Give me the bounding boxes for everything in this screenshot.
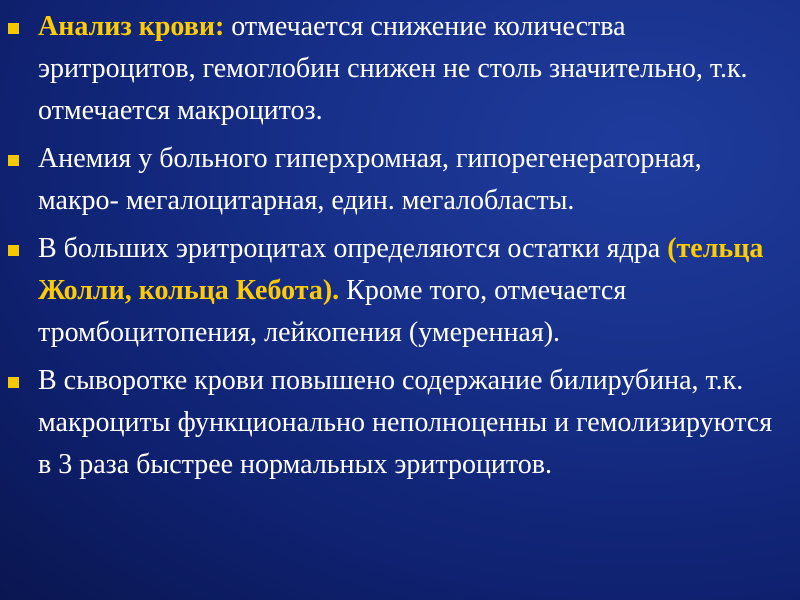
bullet-text: В больших эритроцитах определяются остатки ядра	[38, 233, 668, 264]
bullet-lead-label: Анализ крови:	[38, 11, 225, 42]
bullet-text: В сыворотке крови повышено содержание билирубина, т.к. макроциты функционально неполноценны и гемолизируются в 3 раза быстрее нормальных эритроцитов.	[38, 365, 773, 480]
bullet-text: отмечается снижение количества эритроцитов, гемоглобин снижен не столь значительно, т.к. отмечается макроцитоз.	[38, 11, 748, 126]
bullet-list	[0, 6, 800, 492]
bullet-item-bilirubin	[0, 360, 800, 486]
bullet-text: Анемия у больного гиперхромная, гипорегенераторная, макро- мегалоцитарная, един. мегалобласты.	[38, 143, 702, 216]
bullet-text: Кроме того, отмечается тромбоцитопения, лейкопения (умеренная).	[38, 275, 627, 348]
bullet-item-nucleus-remnants	[0, 228, 800, 354]
square-bullet-icon	[8, 377, 19, 388]
square-bullet-icon	[8, 155, 19, 166]
bullet-item-blood-analysis	[0, 6, 800, 132]
square-bullet-icon	[8, 23, 19, 34]
square-bullet-icon	[8, 245, 19, 256]
bullet-item-anemia-type	[0, 138, 800, 222]
bullet-highlight-term: (тельца Жолли, кольца Кебота).	[38, 233, 764, 306]
